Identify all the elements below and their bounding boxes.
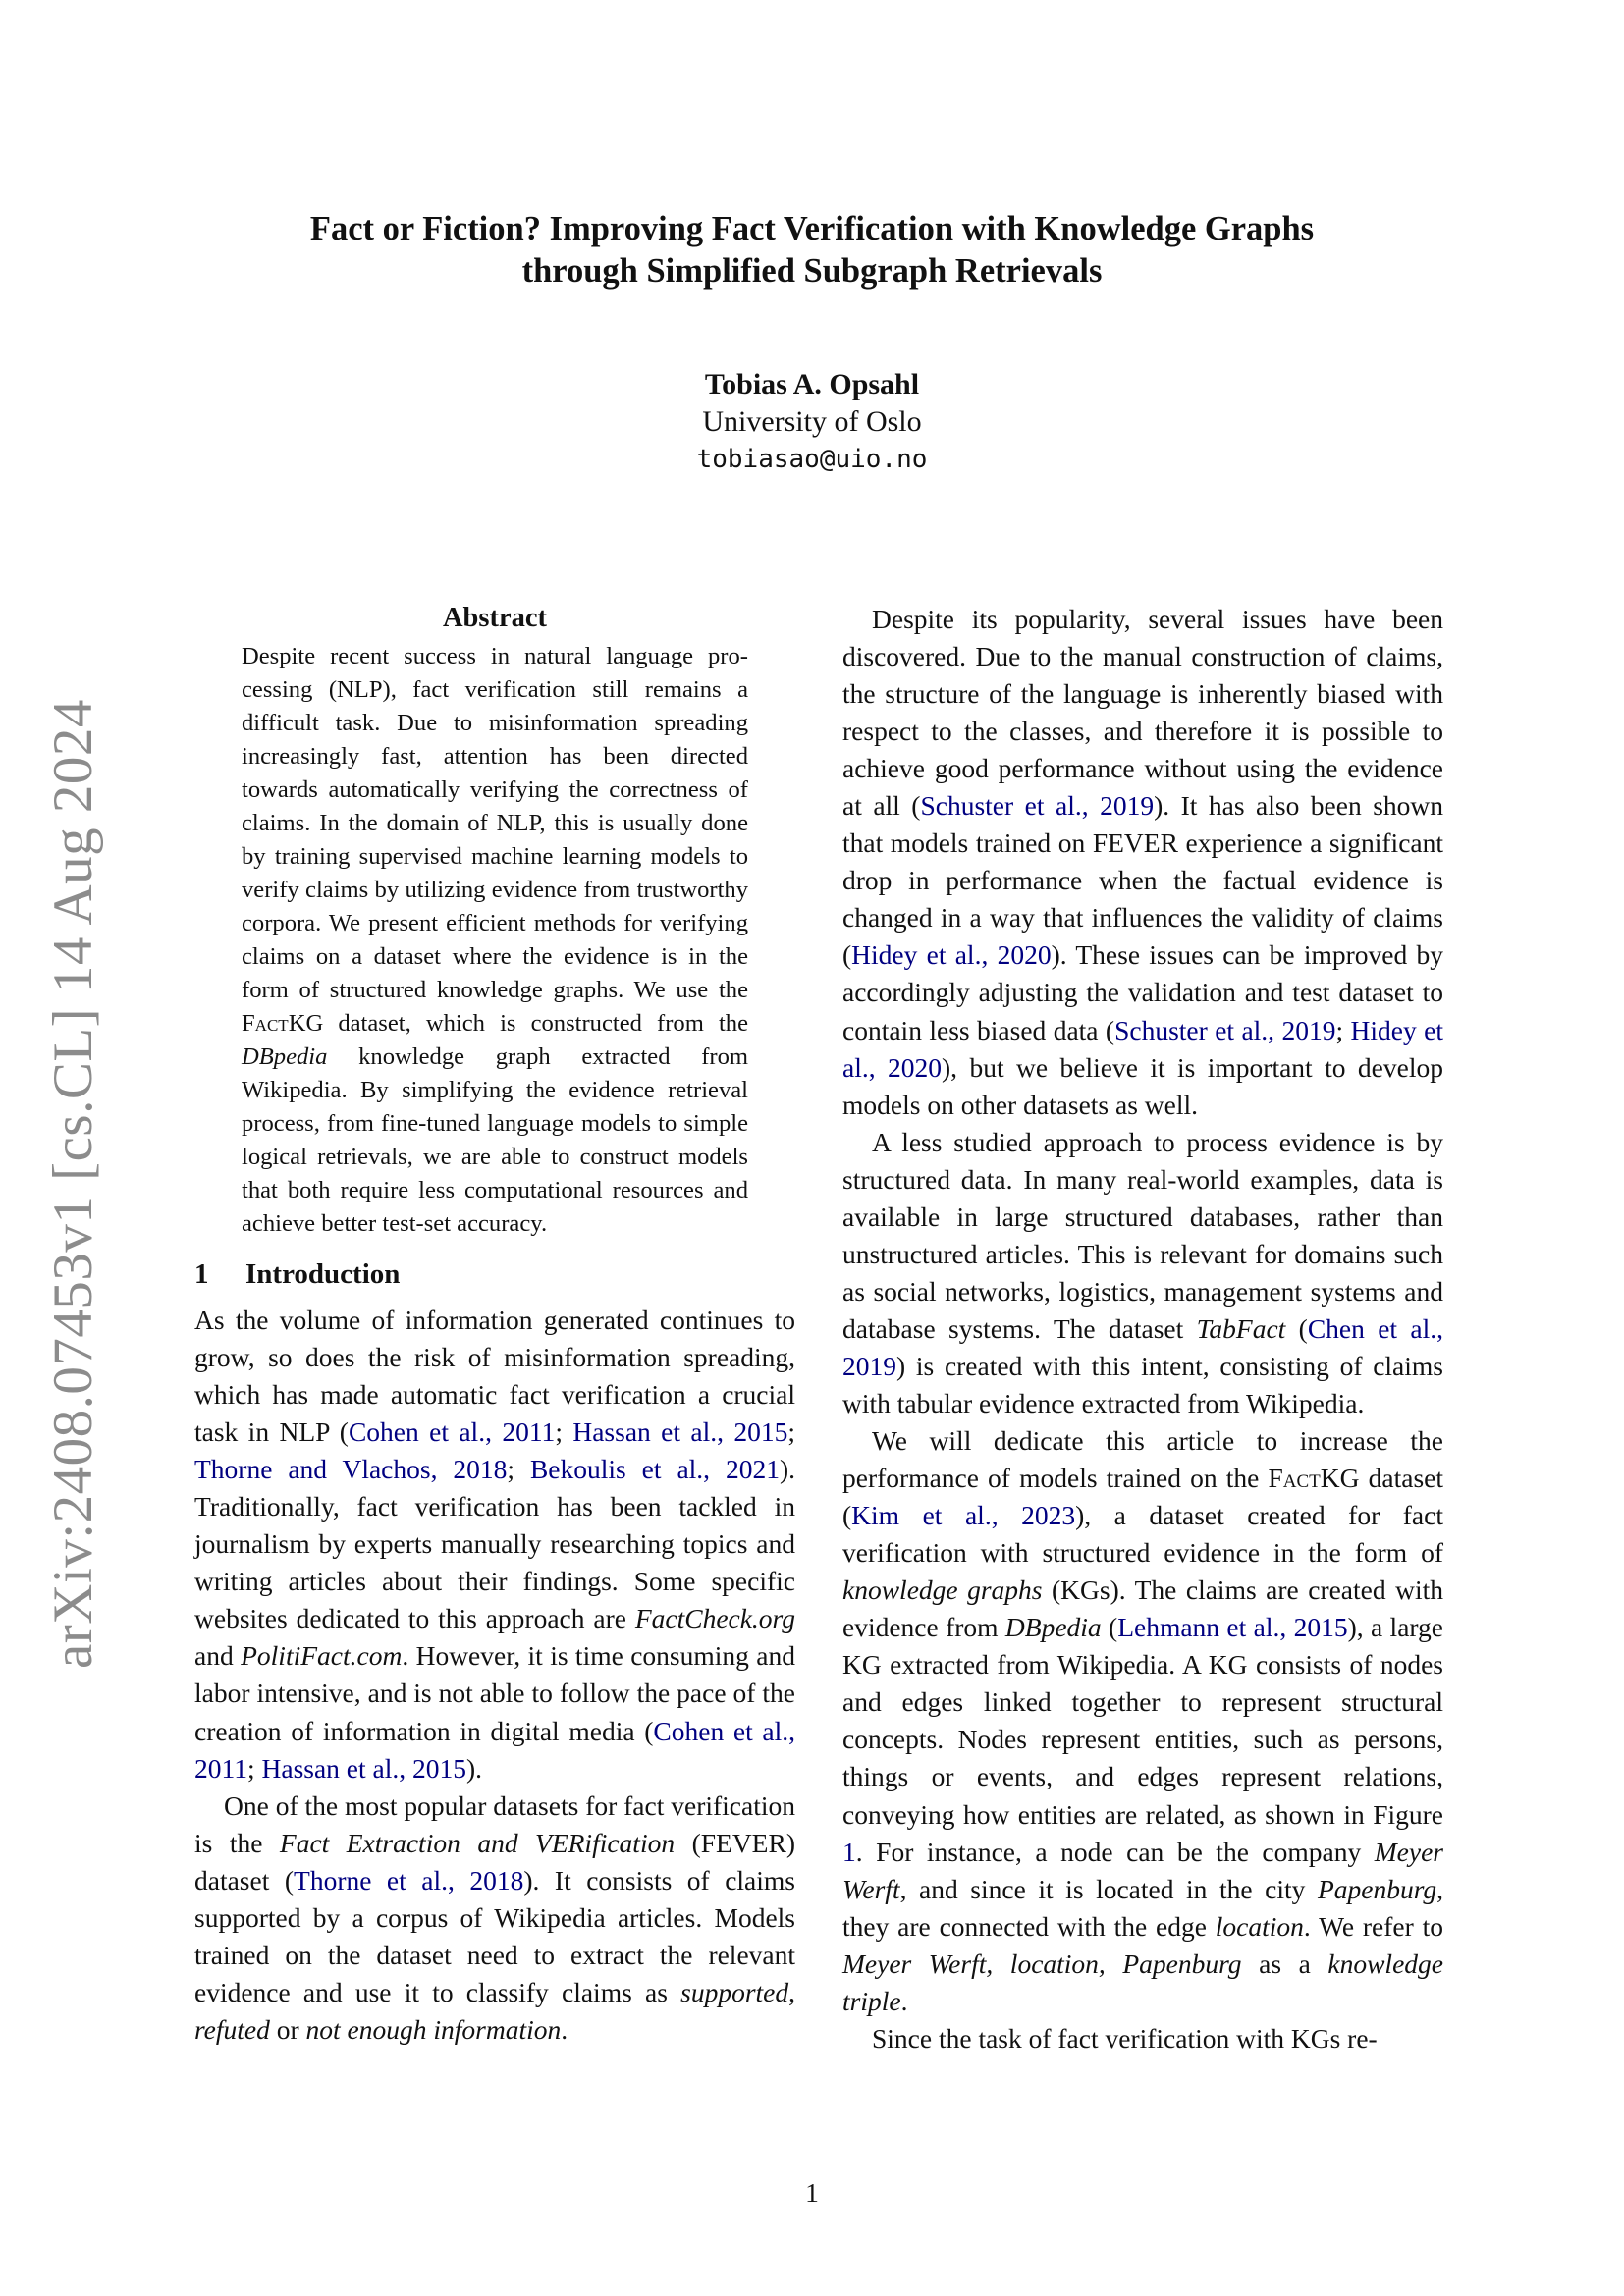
factkg-name-part: Fact xyxy=(242,1010,289,1037)
paper-title-line-1: Fact or Fiction? Improving Fact Verification with Knowledge Graphs xyxy=(309,210,1315,247)
emphasis-text: DBpedia xyxy=(1004,1612,1102,1643)
body-text: ; xyxy=(555,1416,573,1448)
intro-paragraph-2 xyxy=(194,1788,795,2049)
abstract-body xyxy=(242,640,748,1241)
factkg-name xyxy=(242,1010,323,1037)
body-text: We will dedicate this article to increase the performance of models trained on the xyxy=(842,1425,1443,1494)
author-block xyxy=(0,366,1624,478)
abstract-text: knowledge graph extracted from Wikipedia. By simplifying the evidence retrieval process, from fine-tuned language models to simple logical retrievals, we are able to construct models that both require less computational resources and achieve better test-set accuracy. xyxy=(242,1043,748,1237)
body-text: and xyxy=(194,1640,242,1672)
body-text: ). It has also been shown that models trained on FEVER experience a significant drop in performance when the factual evidence is changed in a way that influences the validity of claims ( xyxy=(842,790,1444,971)
citation-link[interactable]: Thorne et al., 2018 xyxy=(294,1864,524,1896)
emphasis-text: Fact Extraction and VERification xyxy=(279,1827,676,1858)
abstract-text: Despite recent success in natural language processing (NLP), fact verification still remains a difficult task. Due to misinformation spreading increasingly fast, attention has been directed towards automatically verifying the correctness of claims. In the domain of NLP, this is usually done by training supervised machine learning models to verify claims by utilizing evidence from trustworthy corpora. We present efficient methods for verifying claims on a dataset where the evidence is in the form of structured knowledge graphs. We use the xyxy=(242,643,748,1003)
body-text: ; xyxy=(507,1454,530,1485)
body-text: ), a large KG extracted from Wikipedia. A KG consists of nodes and edges linked together to represent structural concepts. Nodes represent entities, such as persons, things or events, and edges represent relations, conveying how entities are related, as shown in Figure xyxy=(842,1612,1444,1830)
body-text: . xyxy=(900,1985,908,2016)
citation-link[interactable]: Schuster et al., 2019 xyxy=(1114,1014,1336,1045)
body-text: One of the most popular datasets for fact verification is the xyxy=(194,1789,795,1858)
body-text: ), but we believe it is important to develop models on other datasets as well. xyxy=(842,1051,1443,1120)
author-affiliation: University of Oslo xyxy=(702,405,922,438)
emphasis-text: PolitiFact.com xyxy=(241,1640,403,1672)
citation-link[interactable]: Kim et al., 2023 xyxy=(851,1500,1076,1531)
citation-link[interactable]: Bekoulis et al., 2021 xyxy=(529,1454,780,1485)
left-column xyxy=(194,599,795,2049)
citation-link[interactable]: Hidey et al., 2020 xyxy=(842,1014,1444,1083)
citation-link[interactable]: Cohen et al., 2011 xyxy=(348,1416,556,1448)
body-text: ). It consists of claims supported by a corpus of Wikipedia articles. Models trained on the dataset need to extract the relevant evidence and use it to classify claims as xyxy=(194,1864,795,2007)
body-text: as a xyxy=(1241,1948,1328,1979)
emphasis-text: refuted xyxy=(194,2013,270,2045)
body-text: ( xyxy=(1285,1312,1308,1344)
emphasis-text: knowledge graphs xyxy=(842,1575,1043,1606)
body-text: (FEVER) dataset ( xyxy=(194,1827,795,1896)
body-text: . We refer to xyxy=(1303,1910,1443,1942)
emphasis-text: Papenburg xyxy=(1317,1873,1437,1904)
section-title: Introduction xyxy=(245,1258,401,1290)
emphasis-text: FactCheck.org xyxy=(634,1603,795,1634)
body-text: , and since it is located in the city xyxy=(899,1873,1318,1904)
body-text: ; xyxy=(787,1416,796,1448)
body-text: ), a dataset created for fact verification with structured evidence in the form of xyxy=(842,1500,1443,1569)
section-number: 1 xyxy=(194,1258,209,1290)
section-heading-introduction xyxy=(194,1255,795,1294)
citation-link[interactable]: Chen et al., 2019 xyxy=(842,1312,1443,1381)
author-email[interactable]: tobiasao@uio.no xyxy=(696,445,928,474)
citation-link[interactable]: Hidey et al., 2020 xyxy=(851,939,1052,971)
figure-reference-link[interactable]: 1 xyxy=(842,1836,856,1867)
body-text: dataset ( xyxy=(842,1463,1443,1531)
paper-title xyxy=(0,208,1624,293)
intro-paragraph-3 xyxy=(842,601,1443,1124)
body-text: Despite its popularity, several issues have been discovered. Due to the manual construction of claims, the structure of the language is inherently biased with respect to the classes, and therefore it is possible to achieve good performance without using the evidence at all ( xyxy=(842,604,1443,822)
body-text: (KGs). The claims are created with evidence from xyxy=(842,1575,1443,1643)
citation-link[interactable]: Cohen et al., 2011 xyxy=(194,1715,795,1784)
body-text: , they are connected with the edge xyxy=(842,1873,1443,1942)
body-text: or xyxy=(269,2013,306,2045)
emphasis-text: Meyer Werft, location, Papenburg xyxy=(842,1948,1242,1979)
citation-link[interactable]: Hassan et al., 2015 xyxy=(572,1416,788,1448)
body-text: ) is created with this intent, consisting of claims with tabular evidence extracted from Wikipedia. xyxy=(842,1350,1443,1418)
body-text: ; xyxy=(1335,1014,1351,1045)
emphasis-text: Meyer Werft xyxy=(842,1836,1443,1904)
body-text: ( xyxy=(1101,1612,1118,1643)
factkg-name-part: KG xyxy=(1320,1463,1360,1494)
citation-link[interactable]: Schuster et al., 2019 xyxy=(920,790,1155,822)
body-text: A less studied approach to process evidence is by structured data. In many real-world examples, data is available in large structured databases, rather than unstructured articles. This is relevant for domains such as social networks, logistics, management systems and database systems. The dataset xyxy=(842,1126,1443,1344)
citation-link[interactable]: Thorne and Vlachos, 2018 xyxy=(194,1454,508,1485)
emphasis-text: knowledge triple xyxy=(842,1948,1443,2016)
intro-paragraph-6 xyxy=(842,2020,1443,2057)
intro-paragraph-4 xyxy=(842,1124,1443,1422)
factkg-name xyxy=(1268,1463,1359,1493)
abstract-text: dataset, which is constructed from the xyxy=(323,1010,748,1037)
body-text: ). xyxy=(466,1752,483,1784)
emphasis-text: not enough information xyxy=(305,2013,562,2045)
right-column xyxy=(842,601,1443,2057)
arxiv-identifier-stamp: arXiv:2408.07453v1 [cs.CL] 14 Aug 2024 xyxy=(42,699,104,1669)
citation-link[interactable]: Hassan et al., 2015 xyxy=(261,1752,466,1784)
factkg-name-part: Fact xyxy=(1268,1463,1321,1494)
page-number: 1 xyxy=(805,2177,819,2208)
body-text: As the volume of information generated continues to grow, so does the risk of misinformation spreading, which has made automatic fact verification a crucial task in NLP ( xyxy=(194,1305,795,1448)
author-name: Tobias A. Opsahl xyxy=(704,368,920,400)
body-text: ). These issues can be improved by accordingly adjusting the validation and test dataset to contain less biased data ( xyxy=(842,939,1443,1045)
factkg-name-part: KG xyxy=(288,1010,324,1037)
body-text: ). Traditionally, fact verification has been tackled in journalism by experts manually researching topics and writing articles about their findings. Some specific websites dedicated to this approach are xyxy=(194,1454,796,1634)
body-text: Since the task of fact verification with KGs re- xyxy=(872,2022,1378,2054)
body-text: ; xyxy=(246,1752,262,1784)
paper-title-line-2: through Simplified Subgraph Retrievals xyxy=(521,252,1103,290)
body-text: . For instance, a node can be the company xyxy=(855,1836,1375,1867)
abstract-heading: Abstract xyxy=(442,603,548,633)
dbpedia-term: DBpedia xyxy=(242,1043,328,1070)
intro-paragraph-1 xyxy=(194,1302,795,1788)
emphasis-text: location xyxy=(1215,1910,1304,1942)
body-text: , xyxy=(788,1976,795,2007)
intro-paragraph-5 xyxy=(842,1422,1443,2020)
emphasis-text: supported xyxy=(680,1976,789,2007)
body-text: . xyxy=(561,2013,568,2045)
emphasis-text: TabFact xyxy=(1196,1312,1286,1344)
citation-link[interactable]: Lehmann et al., 2015 xyxy=(1117,1612,1348,1643)
body-text: . However, it is time consuming and labor intensive, and is not able to follow the pace of the creation of information in digital media ( xyxy=(194,1640,795,1746)
